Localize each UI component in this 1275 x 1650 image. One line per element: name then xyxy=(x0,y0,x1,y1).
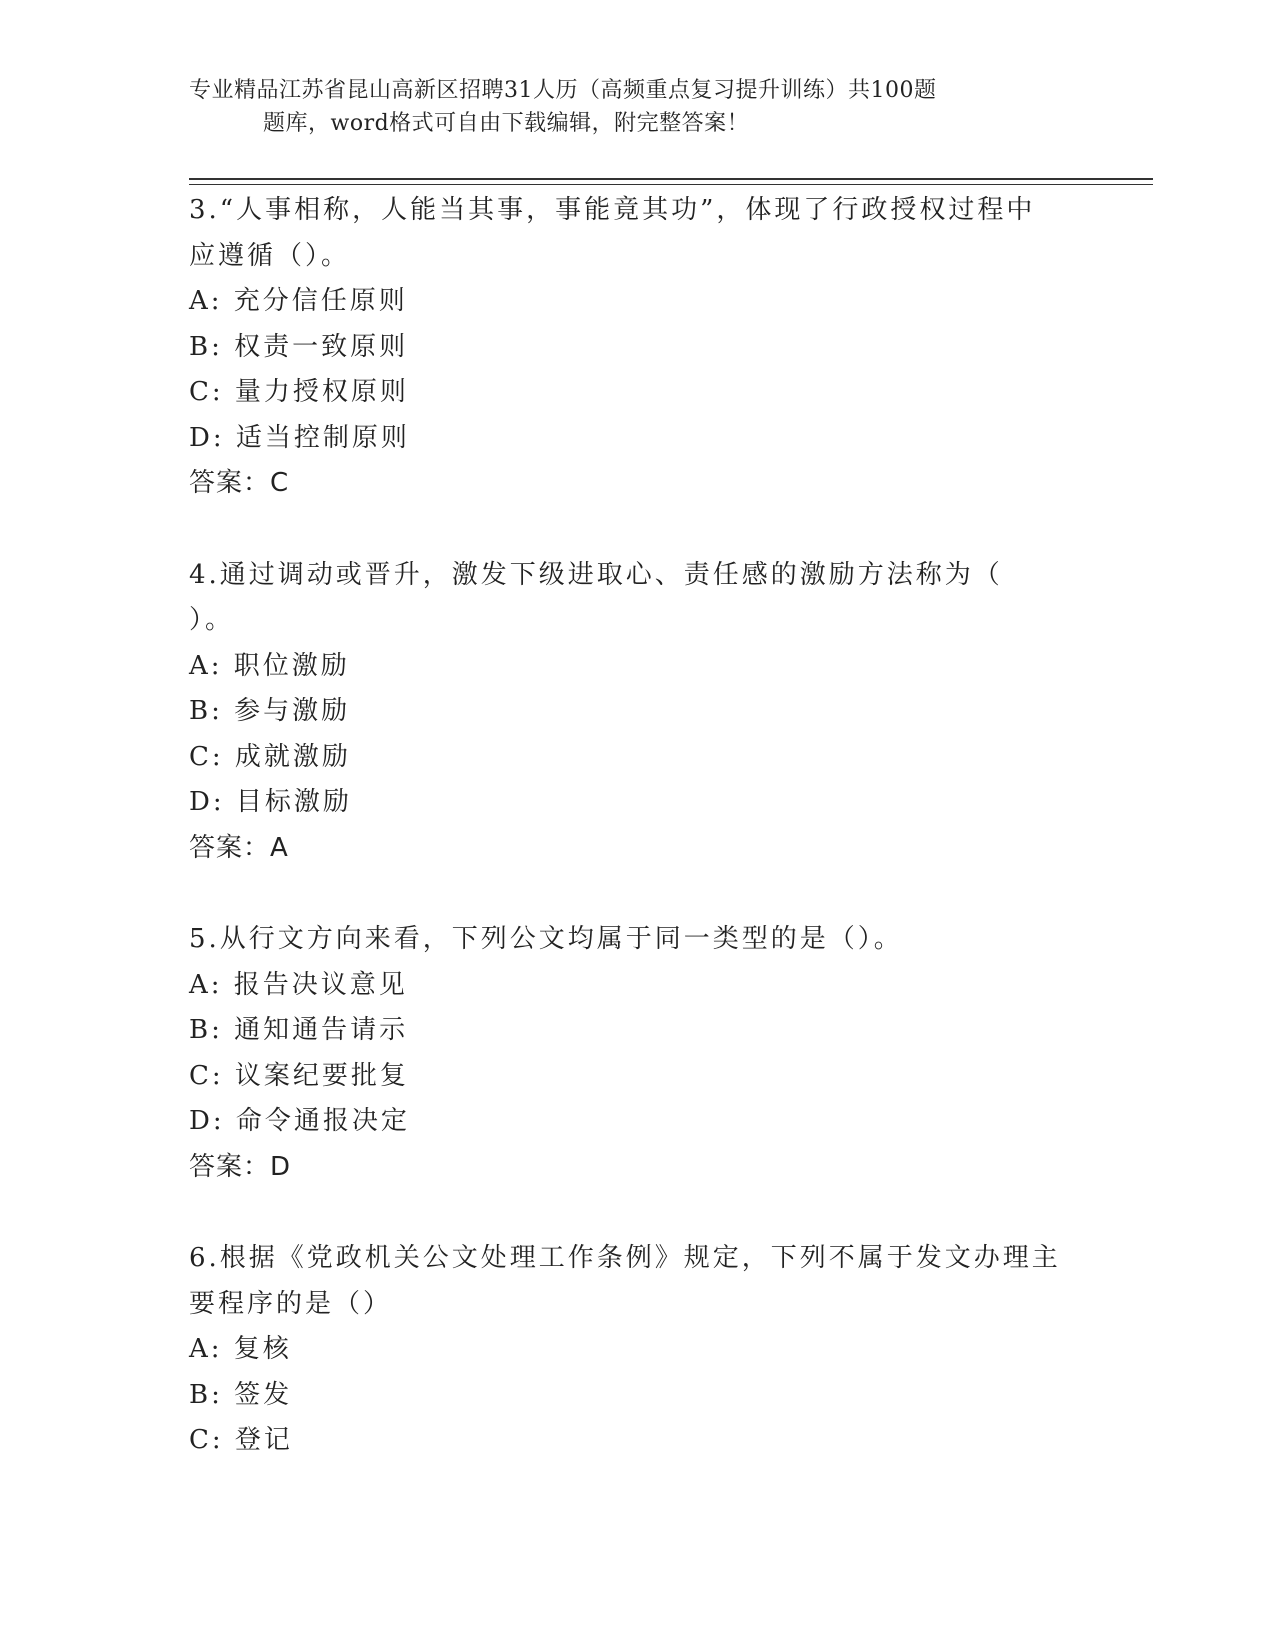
question-stem-line1: 3.“人事相称，人能当其事，事能竟其功”，体现了行政授权过程中 xyxy=(189,195,1036,225)
option-b: B: 权责一致原则 xyxy=(189,331,409,362)
question-stem-line2: 应遵循（）。 xyxy=(189,240,351,271)
option-c: C: 量力授权原则 xyxy=(189,377,409,407)
question-stem-line1: 6.根据《党政机关公文处理工作条例》规定，下列不属于发文办理主 xyxy=(189,1243,1061,1273)
question-3 xyxy=(189,188,1089,507)
answer: 答案：A xyxy=(189,832,289,863)
option-d: D: 适当控制原则 xyxy=(189,422,410,453)
option-c: C: 登记 xyxy=(189,1425,293,1455)
option-c: C: 议案纪要批复 xyxy=(189,1060,409,1091)
option-a: A: 职位激励 xyxy=(189,650,350,681)
header-divider-thick xyxy=(189,178,1153,180)
question-stem-line2: 要程序的是（） xyxy=(189,1288,393,1319)
option-a: A: 复核 xyxy=(189,1334,292,1364)
option-a: A: 报告决议意见 xyxy=(189,969,408,1000)
option-a: A: 充分信任原则 xyxy=(189,286,408,316)
option-b: B: 签发 xyxy=(189,1379,293,1410)
header-title-line2: 题库，word格式可自由下载编辑，附完整答案！ xyxy=(263,111,750,136)
option-b: B: 通知通告请示 xyxy=(189,1015,409,1045)
header-divider-thin xyxy=(189,184,1153,185)
question-stem-line2: ）。 xyxy=(189,605,235,635)
question-stem-line1: 5.从行文方向来看，下列公文均属于同一类型的是（）。 xyxy=(189,924,903,954)
question-stem-line1: 4.通过调动或晋升，激发下级进取心、责任感的激励方法称为（ xyxy=(189,559,1003,590)
header-title-line1: 专业精品江苏省昆山高新区招聘31人历（高频重点复习提升训练）共100题 xyxy=(189,78,937,103)
answer: 答案：D xyxy=(189,1151,292,1182)
answer: 答案：C xyxy=(189,468,290,498)
question-list xyxy=(189,188,1089,1510)
question-4 xyxy=(189,553,1089,872)
question-6 xyxy=(189,1236,1089,1464)
option-d: D: 目标激励 xyxy=(189,787,352,817)
option-c: C: 成就激励 xyxy=(189,741,351,772)
option-d: D: 命令通报决定 xyxy=(189,1106,410,1136)
document-header xyxy=(189,74,1049,140)
question-5 xyxy=(189,917,1089,1190)
option-b: B: 参与激励 xyxy=(189,696,351,726)
